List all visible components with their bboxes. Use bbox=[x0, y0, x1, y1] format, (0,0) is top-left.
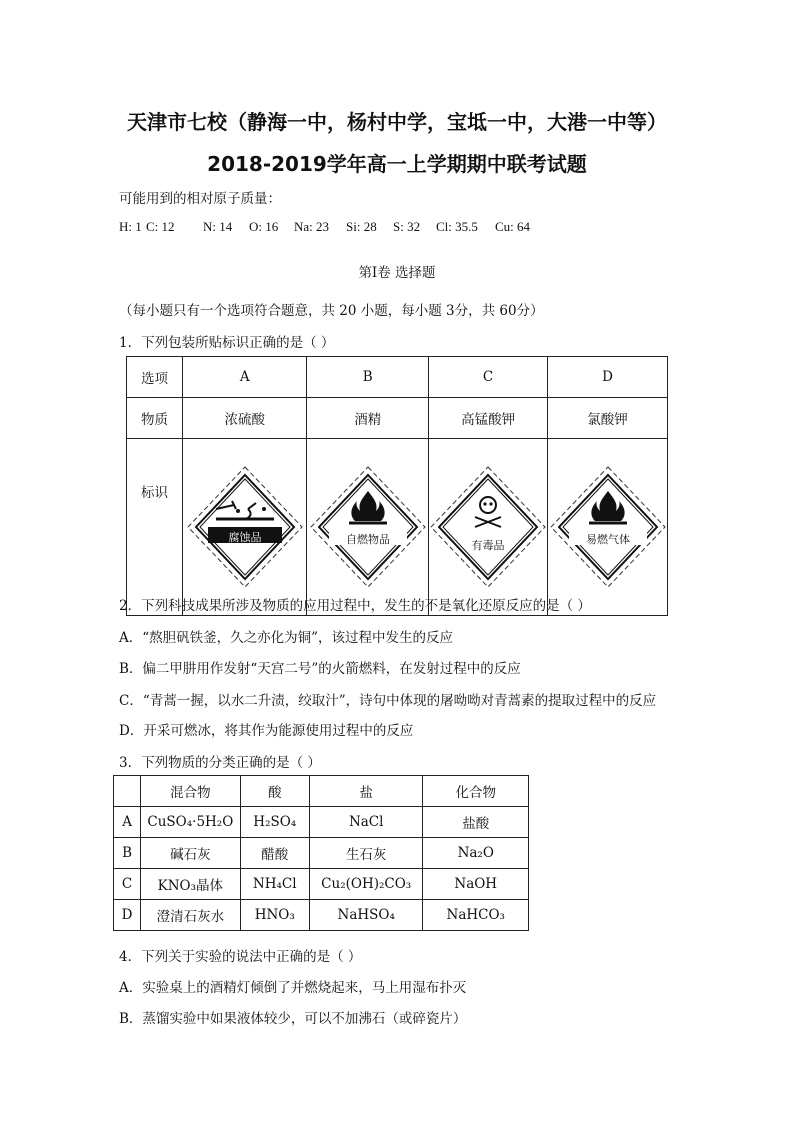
corrosive-icon bbox=[186, 465, 304, 589]
table-cell bbox=[114, 776, 141, 807]
section-note: （每小题只有一个选项符合题意，共 20 小题，每小题 3分，共 60分） bbox=[119, 303, 544, 319]
section-title: 第Ⅰ卷 选择题 bbox=[358, 265, 436, 281]
table-cell: 物质 bbox=[127, 398, 183, 439]
table-cell: 选项 bbox=[127, 357, 183, 398]
question-2-option-a: A．“熬胆矾铁釜，久之亦化为铜”，该过程中发生的反应 bbox=[119, 630, 454, 646]
hazard-label: 有毒品 bbox=[471, 539, 505, 552]
table-row bbox=[114, 807, 529, 838]
table-row bbox=[114, 838, 529, 869]
atomic-mass-item: H: 1 bbox=[119, 219, 142, 234]
table-cell: 碱石灰 bbox=[141, 838, 240, 869]
question-2-option-d: D．开采可燃冰，将其作为能源使用过程中的反应 bbox=[119, 723, 414, 739]
hazard-cell-b bbox=[307, 439, 429, 616]
table-cell: NaHSO₄ bbox=[309, 900, 423, 931]
atomic-mass-label: 可能用到的相对原子质量： bbox=[119, 191, 281, 207]
table-cell: 生石灰 bbox=[309, 838, 423, 869]
flammable-gas-icon bbox=[549, 465, 667, 589]
hazard-cell-d bbox=[548, 439, 668, 616]
table-cell: NaOH bbox=[423, 869, 529, 900]
table-cell: B bbox=[307, 357, 429, 398]
table-cell: D bbox=[548, 357, 668, 398]
table-cell: Cu₂(OH)₂CO₃ bbox=[309, 869, 423, 900]
table-cell: 化合物 bbox=[423, 776, 529, 807]
table-cell: CuSO₄·5H₂O bbox=[141, 807, 240, 838]
exam-title-line2: 2018-2019学年高一上学期期中联考试题 bbox=[207, 152, 587, 176]
question-2-option-b: B．偏二甲肼用作发射“天宫二号”的火箭燃料，在发射过程中的反应 bbox=[119, 661, 521, 677]
table-cell: 标识 bbox=[127, 439, 183, 616]
table-cell: 醋酸 bbox=[240, 838, 309, 869]
question-1-table bbox=[126, 356, 668, 616]
table-cell: NH₄Cl bbox=[240, 869, 309, 900]
table-cell: NaHCO₃ bbox=[423, 900, 529, 931]
hazard-label: 易燃气体 bbox=[585, 533, 630, 546]
atomic-mass-item: O: 16 bbox=[249, 219, 279, 234]
table-cell: 澄清石灰水 bbox=[141, 900, 240, 931]
table-cell: 浓硫酸 bbox=[183, 398, 307, 439]
hazard-label: 自燃物品 bbox=[345, 533, 390, 546]
table-row bbox=[114, 900, 529, 931]
question-1-stem: 1．下列包装所贴标识正确的是（ ） bbox=[119, 335, 335, 351]
question-4-stem: 4．下列关于实验的说法中正确的是（ ） bbox=[119, 949, 362, 965]
table-cell: 酸 bbox=[240, 776, 309, 807]
table-cell: H₂SO₄ bbox=[240, 807, 309, 838]
exam-title-line1: 天津市七校（静海一中，杨村中学，宝坻一中，大港一中等） bbox=[127, 110, 667, 134]
table-cell: KNO₃晶体 bbox=[141, 869, 240, 900]
table-cell: A bbox=[114, 807, 141, 838]
table-cell: 混合物 bbox=[141, 776, 240, 807]
table-cell: A bbox=[183, 357, 307, 398]
table-cell: 酒精 bbox=[307, 398, 429, 439]
spontaneous-combustion-icon bbox=[309, 465, 427, 589]
question-4-option-a: A．实验桌上的酒精灯倾倒了并燃烧起来，马上用湿布扑灭 bbox=[119, 980, 467, 996]
atomic-mass-item: Na: 23 bbox=[294, 219, 330, 234]
atomic-mass-item: Si: 28 bbox=[346, 219, 377, 234]
question-3-stem: 3．下列物质的分类正确的是（ ） bbox=[119, 755, 321, 771]
atomic-mass-item: Cu: 64 bbox=[495, 219, 531, 234]
hazard-cell-c bbox=[429, 439, 548, 616]
hazard-cell-a bbox=[183, 439, 307, 616]
table-cell: 氯酸钾 bbox=[548, 398, 668, 439]
atomic-mass-item: C: 12 bbox=[146, 219, 175, 234]
table-cell: C bbox=[114, 869, 141, 900]
table-cell: 盐酸 bbox=[423, 807, 529, 838]
question-4-option-b: B．蒸馏实验中如果液体较少，可以不加沸石（或碎瓷片） bbox=[119, 1011, 467, 1027]
table-cell: 高锰酸钾 bbox=[429, 398, 548, 439]
table-cell: Na₂O bbox=[423, 838, 529, 869]
table-cell: NaCl bbox=[309, 807, 423, 838]
atomic-mass-item: N: 14 bbox=[203, 219, 233, 234]
table-cell: C bbox=[429, 357, 548, 398]
question-3-table bbox=[113, 775, 529, 931]
table-cell: D bbox=[114, 900, 141, 931]
hazard-label: 腐蚀品 bbox=[228, 531, 262, 544]
question-2-option-c: C．“青蒿一握，以水二升渍，绞取汁”，诗句中体现的屠呦呦对青蒿素的提取过程中的反应 bbox=[119, 693, 657, 709]
question-2-stem: 2．下列科技成果所涉及物质的应用过程中，发生的不是氧化还原反应的是（ ） bbox=[119, 598, 591, 614]
atomic-mass-item: Cl: 35.5 bbox=[436, 219, 478, 234]
table-cell: 盐 bbox=[309, 776, 423, 807]
table-cell: HNO₃ bbox=[240, 900, 309, 931]
toxic-icon bbox=[429, 465, 547, 589]
table-row bbox=[114, 869, 529, 900]
table-cell: B bbox=[114, 838, 141, 869]
atomic-mass-item: S: 32 bbox=[393, 219, 421, 234]
